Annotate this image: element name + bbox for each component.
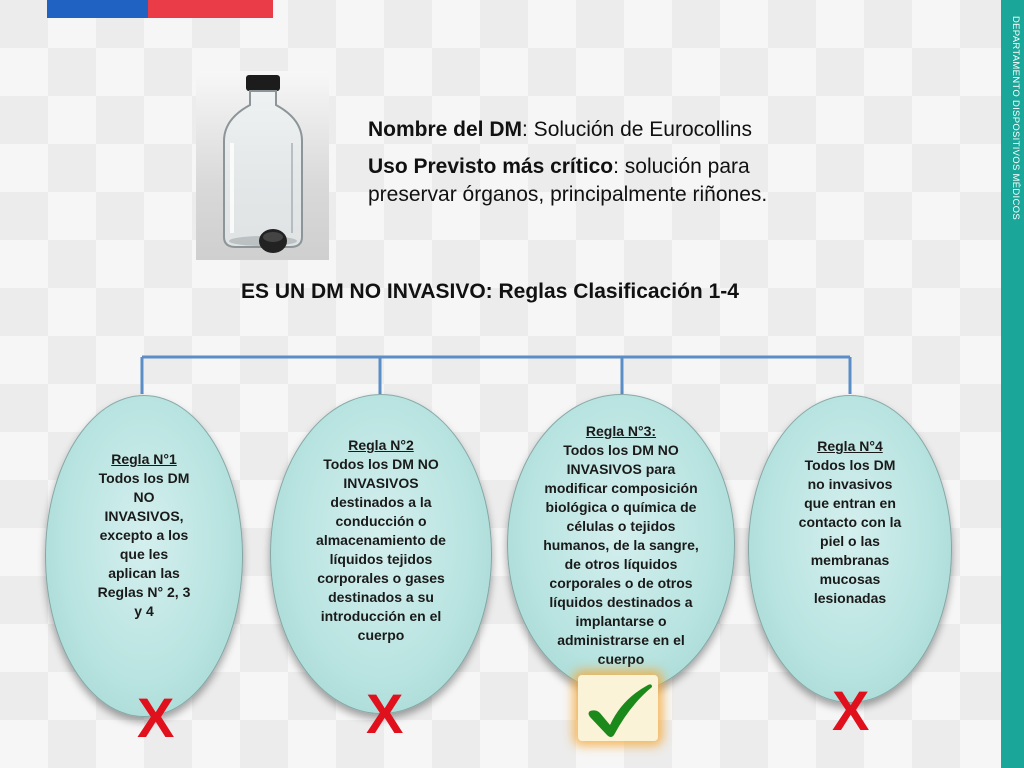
intended-use-label: Uso Previsto más crítico: [368, 155, 614, 178]
rule-3-card: [507, 394, 735, 694]
rule-3-title: Regla N°3:: [585, 423, 657, 439]
rule-4-cross-icon: X: [832, 679, 870, 742]
rule-3-checkmark-icon: [578, 675, 658, 741]
rule-1-text: Regla N°1 Todos los DM NO INVASIVOS, excepto a los que les aplican las Reglas N° 2, 3 y 4: [69, 450, 219, 621]
rule-2-cross-icon: X: [366, 682, 404, 745]
checkmark-icon: [578, 675, 658, 741]
intended-use-value-1: : solución para: [613, 155, 750, 178]
rule-4-text: Regla N°4 Todos los DM no invasivos que entran en contacto con la piel o las membranas mucosas lesionadas: [765, 437, 935, 608]
department-label: DEPARTAMENTO DISPOSITIVOS MÉDICOS: [1010, 16, 1021, 220]
rule-1-cross-icon: X: [137, 686, 175, 749]
rule-3-text: Regla N°3: Todos los DM NO INVASIVOS para modificar composición biológica o química de células o tejidos humanos, de la sangre, de otros líquidos corporales o de otros líquidos destinados a implantarse o administrarse en el cuerpo: [516, 422, 726, 669]
rule-2-title: Regla N°2: [348, 437, 414, 453]
rule-4-title: Regla N°4: [817, 438, 883, 454]
device-name-label: Nombre del DM: [368, 118, 523, 141]
classification-heading: ES UN DM NO INVASIVO: Reglas Clasificación 1-4: [241, 280, 739, 303]
device-name-value: : Solución de Eurocollins: [522, 118, 752, 141]
rule-2-card: [270, 394, 492, 714]
rule-4-card: [748, 395, 952, 703]
rule-2-text: Regla N°2 Todos los DM NO INVASIVOS destinados a la conducción o almacenamiento de líquidos tejidos corporales o gases destinados a su introducción en el cuerpo: [281, 436, 481, 645]
rule-1-title: Regla N°1: [111, 451, 177, 467]
intended-use-value-2: preservar órganos, principalmente riñones.: [368, 183, 768, 206]
rule-1-card: [45, 395, 243, 717]
